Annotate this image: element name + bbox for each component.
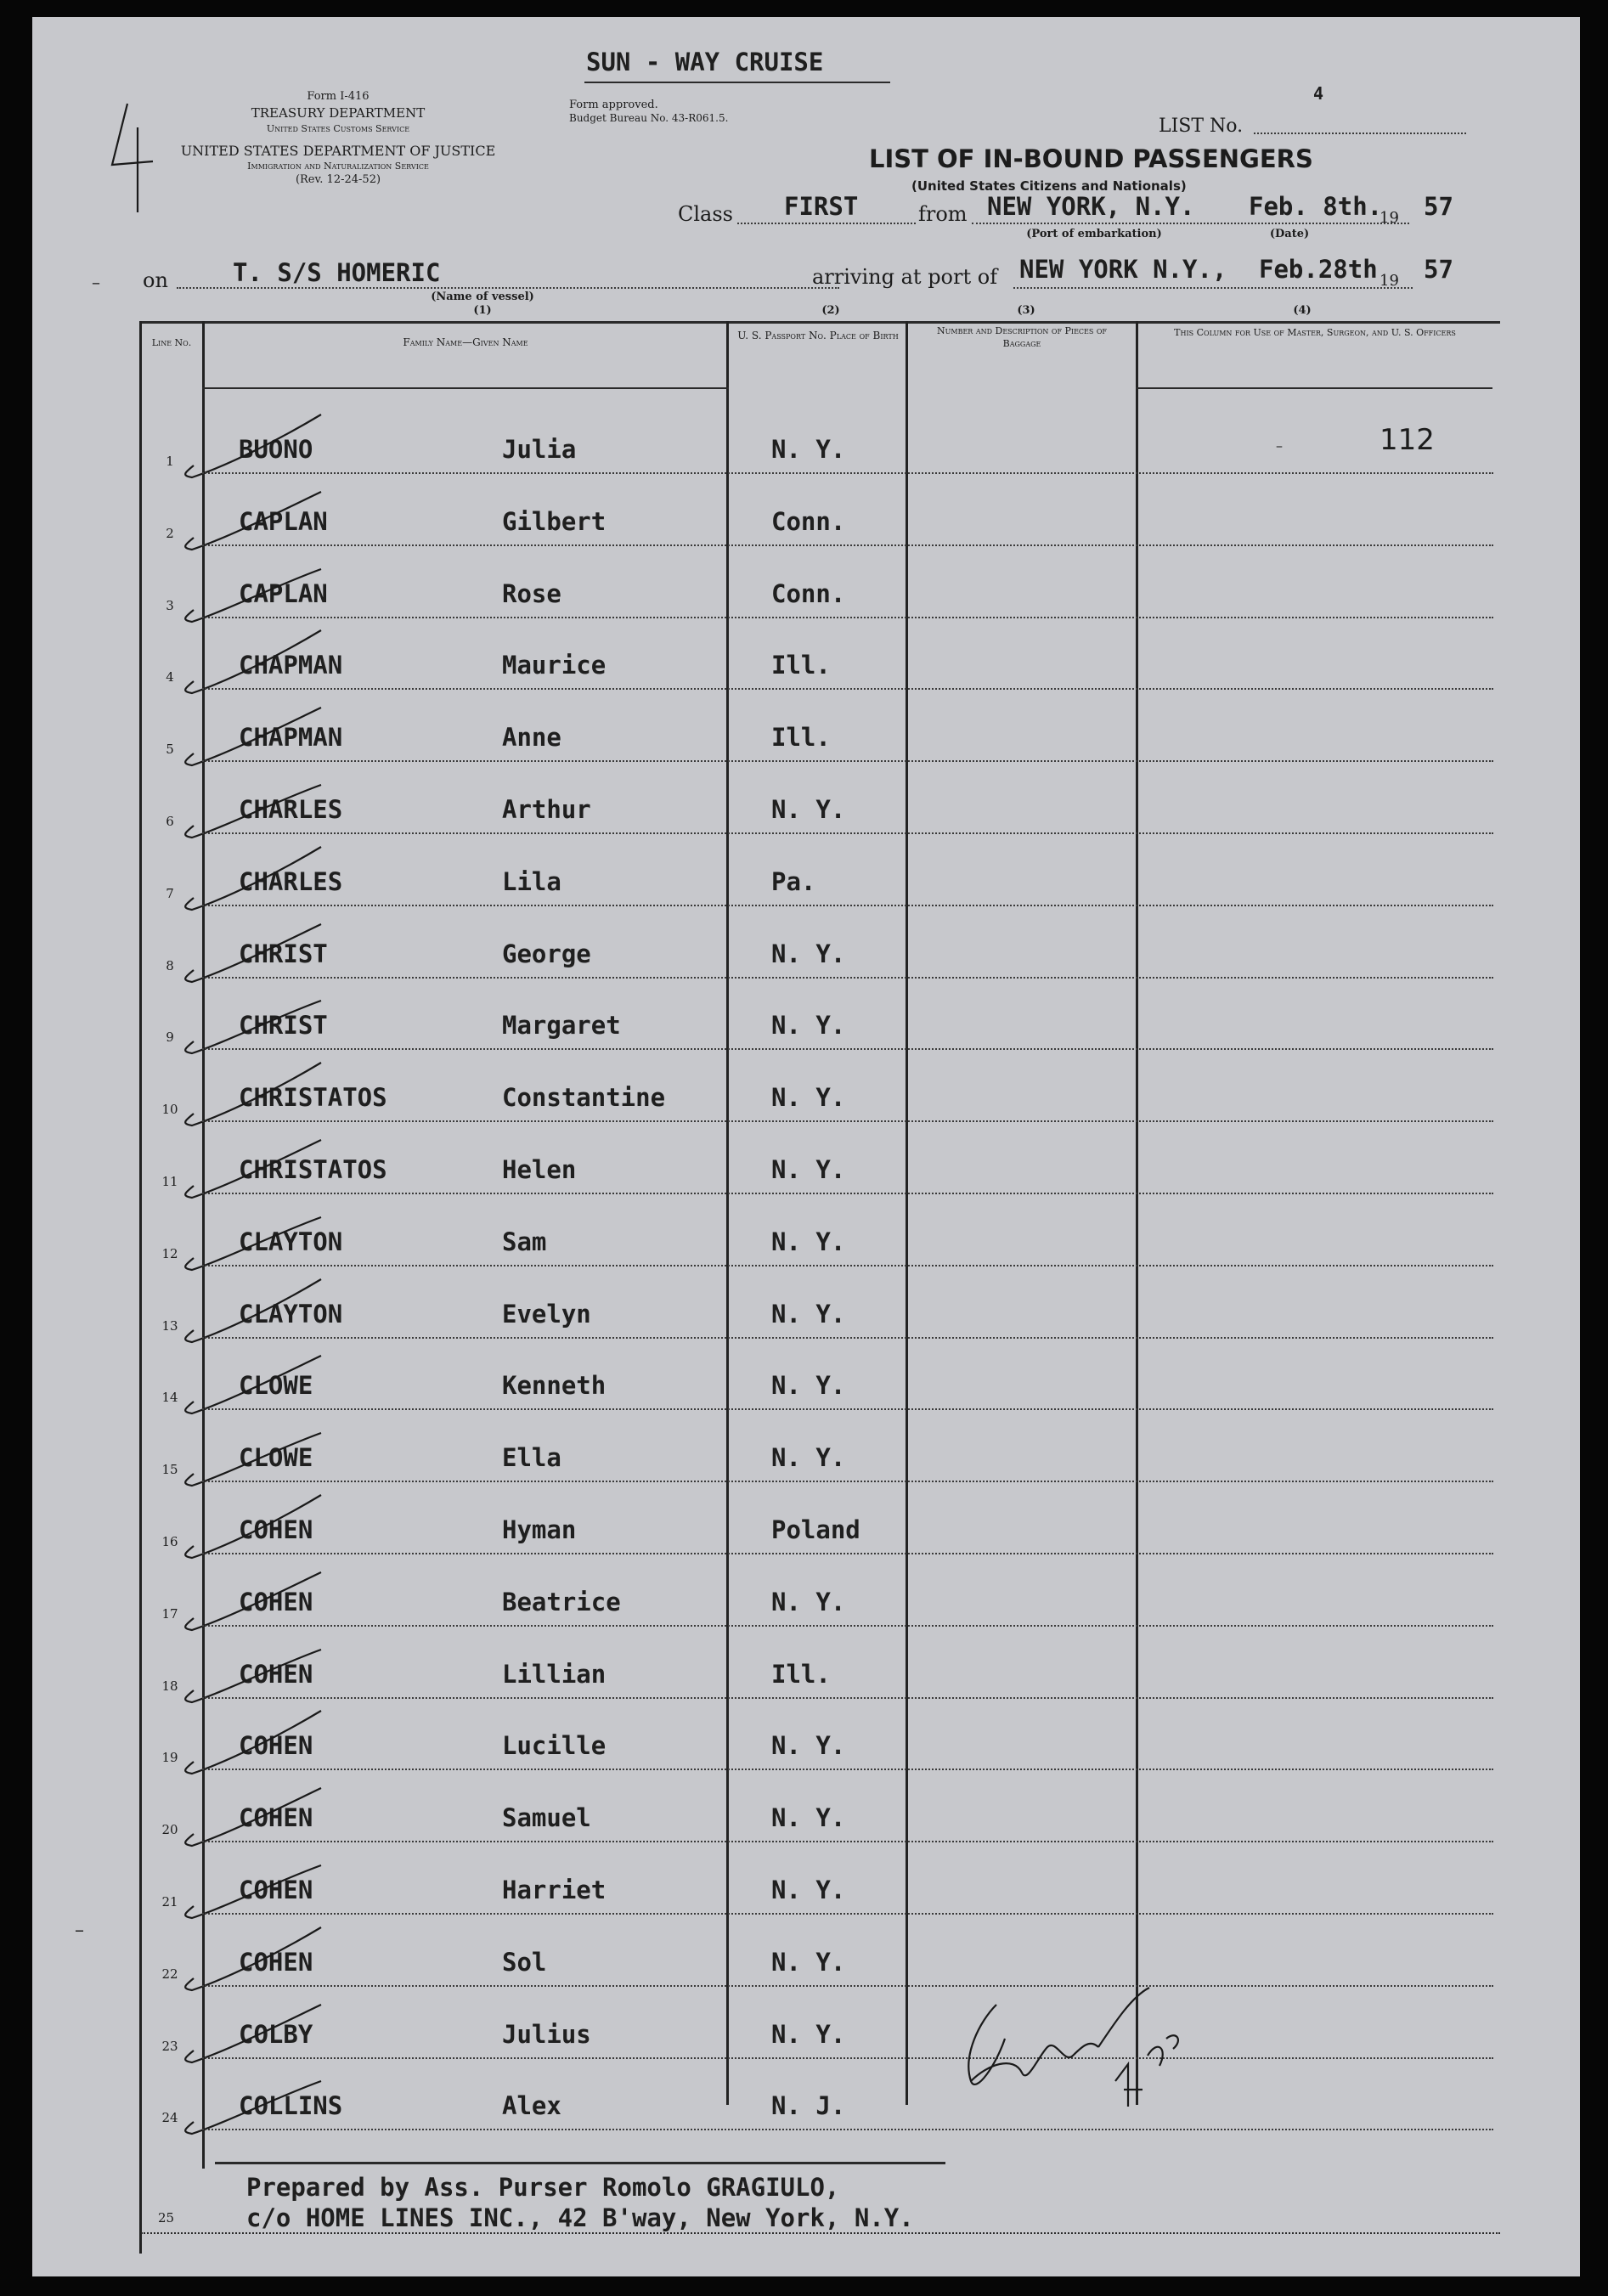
place-of-birth: N. Y. — [771, 1803, 846, 1833]
col-number-4: (4) — [1293, 304, 1312, 317]
line-number: 1 — [166, 454, 174, 469]
given-name: Sam — [502, 1227, 547, 1256]
family-name: COHEN — [239, 1876, 313, 1904]
vessel-name: T. S/S HOMERIC — [233, 258, 441, 287]
family-name: CHAPMAN — [239, 723, 343, 753]
given-name: Julius — [502, 2019, 591, 2049]
passenger-row — [32, 1774, 1580, 1847]
checkmark-icon — [177, 406, 398, 482]
passenger-row — [32, 982, 1580, 1054]
checkmark-icon — [177, 1126, 398, 1203]
given-name: Gilbert — [502, 506, 607, 536]
place-of-birth: N. Y. — [771, 2019, 846, 2049]
checkmark-icon — [177, 478, 398, 555]
given-name: Lila — [502, 866, 561, 896]
family-name: CLAYTON — [239, 1299, 343, 1329]
arrival-year: 57 — [1424, 255, 1453, 284]
passenger-row — [32, 406, 1580, 478]
row-rule — [202, 1553, 1493, 1554]
family-name: COHEN — [239, 1731, 313, 1761]
prepared-by: Prepared by Ass. Purser Romolo GRAGIULO, — [246, 2173, 840, 2202]
treasury-label: TREASURY DEPARTMENT — [251, 105, 426, 121]
given-name: Julia — [502, 435, 577, 464]
row-rule — [202, 1985, 1493, 1987]
line-number: 8 — [166, 957, 174, 973]
checkmark-icon — [177, 694, 398, 770]
checkmark-icon — [177, 1991, 398, 2068]
passenger-row — [32, 911, 1580, 983]
checkmark-icon — [177, 1414, 398, 1491]
passenger-row — [32, 1991, 1580, 2063]
place-of-birth: N. Y. — [771, 1299, 846, 1329]
place-of-birth: N. Y. — [771, 1227, 846, 1256]
family-name: CHARLES — [239, 866, 343, 896]
given-name: Lillian — [502, 1659, 607, 1689]
checkmark-icon — [177, 1702, 398, 1779]
col-number-2: (2) — [821, 304, 840, 317]
row-rule — [202, 760, 1493, 762]
family-name: CAPLAN — [239, 506, 328, 536]
manifest-sheet — [32, 17, 1580, 2276]
row-rule — [202, 1697, 1493, 1699]
passenger-row — [32, 1919, 1580, 1991]
place-of-birth: Conn. — [771, 578, 846, 608]
given-name: Beatrice — [502, 1587, 621, 1616]
given-name: Arthur — [502, 795, 591, 824]
checkmark-icon — [177, 838, 398, 915]
margin-tick: – — [75, 1920, 84, 1941]
line-number: 22 — [161, 1966, 178, 1982]
line-number: 6 — [166, 814, 174, 829]
row-rule — [202, 1337, 1493, 1339]
checkmark-icon — [177, 550, 398, 627]
given-name: Ella — [502, 1443, 561, 1473]
line-number: 15 — [161, 1462, 178, 1478]
place-of-birth: Conn. — [771, 506, 846, 536]
place-of-birth: N. Y. — [771, 795, 846, 824]
col-number-1: (1) — [473, 304, 492, 317]
passenger-row — [32, 550, 1580, 623]
family-name: CAPLAN — [239, 578, 328, 608]
list-number: 4 — [1313, 83, 1324, 104]
family-name: COHEN — [239, 1659, 313, 1689]
passenger-row — [32, 2062, 1580, 2135]
row-rule — [202, 832, 1493, 834]
col-header-name: Family Name—Given Name — [403, 336, 528, 348]
place-of-birth: N. Y. — [771, 1083, 846, 1113]
family-name: COHEN — [239, 1803, 313, 1833]
passenger-row — [32, 1126, 1580, 1199]
place-of-birth: Ill. — [771, 651, 831, 680]
given-name: George — [502, 939, 591, 968]
family-name: CHRISTATOS — [239, 1083, 387, 1113]
family-name: COLBY — [239, 2019, 313, 2049]
checkmark-icon — [177, 1054, 398, 1131]
line-number: 12 — [161, 1245, 178, 1261]
checkmark-icon — [177, 911, 398, 987]
arrival-port: NEW YORK N.Y., — [1019, 255, 1227, 284]
row-rule — [202, 472, 1493, 474]
checkmark-icon — [177, 1486, 398, 1563]
passenger-row — [32, 1342, 1580, 1414]
justice-label: UNITED STATES DEPARTMENT OF JUSTICE — [180, 143, 496, 159]
embark-caption: (Port of embarkation) — [1026, 228, 1162, 240]
place-of-birth: Ill. — [771, 1659, 831, 1689]
row-rule — [202, 1841, 1493, 1842]
place-of-birth: Poland — [771, 1515, 860, 1544]
row-rule — [202, 688, 1493, 690]
list-subtitle: (United States Citizens and Nationals) — [911, 178, 1187, 194]
passenger-row — [32, 1559, 1580, 1631]
on-label: on — [143, 268, 168, 292]
place-of-birth: N. Y. — [771, 435, 846, 464]
customs-label: United States Customs Service — [266, 123, 410, 134]
row-rule — [202, 2129, 1493, 2130]
line-number: 20 — [161, 1822, 178, 1838]
line-number: 7 — [166, 885, 174, 901]
checkmark-icon — [177, 982, 398, 1058]
row-rule — [202, 1048, 1493, 1050]
given-name: Sol — [502, 1947, 547, 1977]
given-name: Rose — [502, 578, 561, 608]
row-rule — [202, 977, 1493, 979]
row-rule — [202, 2057, 1493, 2059]
approved-label: Form approved. — [569, 99, 658, 111]
ins-label: Immigration and Naturalization Service — [247, 161, 429, 172]
place-of-birth: N. J. — [771, 2091, 846, 2121]
checkmark-icon — [177, 1919, 398, 1995]
row-rule — [202, 1265, 1493, 1266]
line-number: 9 — [166, 1030, 174, 1046]
passenger-row — [32, 1486, 1580, 1559]
row-rule — [202, 617, 1493, 618]
class-value: FIRST — [784, 192, 859, 221]
passenger-row — [32, 1414, 1580, 1486]
passenger-row — [32, 766, 1580, 838]
place-of-birth: N. Y. — [771, 1155, 846, 1184]
family-name: COLLINS — [239, 2091, 343, 2121]
family-name: CHRIST — [239, 1011, 328, 1041]
checkmark-icon — [177, 1631, 398, 1707]
line-number: 19 — [161, 1750, 178, 1766]
col-header-passport: U. S. Passport No. Place of Birth — [737, 330, 899, 341]
line-number: 4 — [166, 669, 174, 685]
line-number: 13 — [161, 1317, 178, 1334]
embark-year: 57 — [1424, 192, 1453, 221]
given-name: Anne — [502, 723, 561, 753]
date-caption: (Date) — [1269, 228, 1310, 240]
row-rule — [202, 1481, 1493, 1482]
family-name: CHAPMAN — [239, 651, 343, 680]
arrival-year-prefix: 19 — [1379, 272, 1399, 290]
checkmark-icon — [177, 1199, 398, 1275]
passenger-row — [32, 838, 1580, 911]
given-name: Samuel — [502, 1803, 591, 1833]
row-rule — [202, 1913, 1493, 1915]
row-rule — [202, 544, 1493, 546]
passenger-row — [32, 694, 1580, 766]
place-of-birth: Pa. — [771, 866, 816, 896]
given-name: Alex — [502, 2091, 561, 2121]
family-name: CHARLES — [239, 795, 343, 824]
place-of-birth: N. Y. — [771, 939, 846, 968]
passenger-row — [32, 1054, 1580, 1126]
address: c/o HOME LINES INC., 42 B'way, New York, N.Y. — [246, 2203, 914, 2232]
passenger-row — [32, 1847, 1580, 1919]
place-of-birth: N. Y. — [771, 1731, 846, 1761]
arriving-label: arriving at port of — [812, 265, 998, 289]
place-of-birth: N. Y. — [771, 1011, 846, 1041]
place-of-birth: N. Y. — [771, 1876, 846, 1904]
arrival-date: Feb.28th — [1259, 255, 1378, 284]
cruise-title: SUN - WAY CRUISE — [586, 48, 824, 76]
col-header-officers: This Column for Use of Master, Surgeon, and U. S. Officers — [1174, 327, 1456, 338]
checkmark-icon — [177, 1847, 398, 1923]
checkmark-icon — [177, 1774, 398, 1851]
family-name: BUONO — [239, 435, 313, 464]
line-number: 24 — [161, 2110, 178, 2126]
passenger-row — [32, 478, 1580, 550]
margin-tick: – — [92, 272, 100, 292]
given-name: Helen — [502, 1155, 577, 1184]
checkmark-icon — [177, 1559, 398, 1635]
from-port: NEW YORK, N.Y. — [987, 192, 1195, 221]
col-header-line-no: Line No. — [151, 337, 192, 348]
budget-label: Budget Bureau No. 43-R061.5. — [569, 112, 729, 124]
row-rule — [202, 1193, 1493, 1194]
given-name: Margaret — [502, 1011, 621, 1041]
line-number: 23 — [161, 2038, 178, 2054]
passenger-row — [32, 1702, 1580, 1774]
given-name: Constantine — [502, 1083, 666, 1113]
passenger-row — [32, 1631, 1580, 1703]
family-name: CLAYTON — [239, 1227, 343, 1256]
family-name: COHEN — [239, 1515, 313, 1544]
list-title: LIST OF IN-BOUND PASSENGERS — [869, 144, 1313, 173]
family-name: CHRIST — [239, 939, 328, 968]
passenger-row — [32, 1271, 1580, 1343]
line-number: 18 — [161, 1678, 178, 1694]
from-label: from — [918, 202, 968, 226]
family-name: CLOWE — [239, 1443, 313, 1473]
line-number: 11 — [161, 1174, 178, 1189]
row-rule — [202, 1408, 1493, 1410]
place-of-birth: N. Y. — [771, 1443, 846, 1473]
given-name: Kenneth — [502, 1371, 607, 1401]
row-rule — [202, 1769, 1493, 1770]
passenger-row — [32, 1199, 1580, 1271]
line-number: 14 — [161, 1390, 178, 1406]
checkmark-icon — [177, 1342, 398, 1419]
col-header-baggage: Number and Description of Pieces of Baggage — [937, 325, 1107, 349]
row-rule — [202, 905, 1493, 906]
place-of-birth: N. Y. — [771, 1587, 846, 1616]
handwritten-signature — [945, 1988, 1200, 2158]
place-of-birth: N. Y. — [771, 1371, 846, 1401]
row-rule — [202, 1625, 1493, 1627]
officer-note: 112 — [1379, 423, 1435, 457]
class-label: Class — [678, 202, 733, 226]
vessel-caption: (Name of vessel) — [431, 291, 534, 303]
line-number: 17 — [161, 1605, 178, 1622]
family-name: CHRISTATOS — [239, 1155, 387, 1184]
line-number-25: 25 — [158, 2210, 175, 2225]
line-number: 2 — [166, 525, 174, 541]
line-number: 3 — [166, 597, 174, 613]
place-of-birth: N. Y. — [771, 1947, 846, 1977]
officer-dash: – — [1276, 437, 1283, 454]
family-name: COHEN — [239, 1947, 313, 1977]
given-name: Lucille — [502, 1731, 607, 1761]
given-name: Evelyn — [502, 1299, 591, 1329]
line-number: 21 — [161, 1894, 178, 1910]
line-number: 16 — [161, 1534, 178, 1549]
rev-label: (Rev. 12-24-52) — [295, 173, 381, 186]
checkmark-icon — [177, 2062, 398, 2139]
year-prefix: 19 — [1379, 209, 1399, 227]
line-number: 10 — [161, 1102, 178, 1118]
place-of-birth: Ill. — [771, 723, 831, 753]
given-name: Maurice — [502, 651, 607, 680]
line-number: 5 — [166, 742, 174, 758]
given-name: Hyman — [502, 1515, 577, 1544]
family-name: CLOWE — [239, 1371, 313, 1401]
checkmark-icon — [177, 1271, 398, 1347]
passenger-row — [32, 622, 1580, 694]
family-name: COHEN — [239, 1587, 313, 1616]
embark-date: Feb. 8th. — [1249, 192, 1383, 221]
given-name: Harriet — [502, 1876, 607, 1904]
col-number-3: (3) — [1017, 304, 1035, 317]
form-number: Form I-416 — [307, 90, 370, 103]
checkmark-icon — [177, 766, 398, 843]
checkmark-icon — [177, 622, 398, 698]
row-rule — [202, 1120, 1493, 1122]
list-number-label: LIST No. — [1159, 116, 1244, 137]
margin-mark-4-handwritten — [75, 93, 177, 212]
